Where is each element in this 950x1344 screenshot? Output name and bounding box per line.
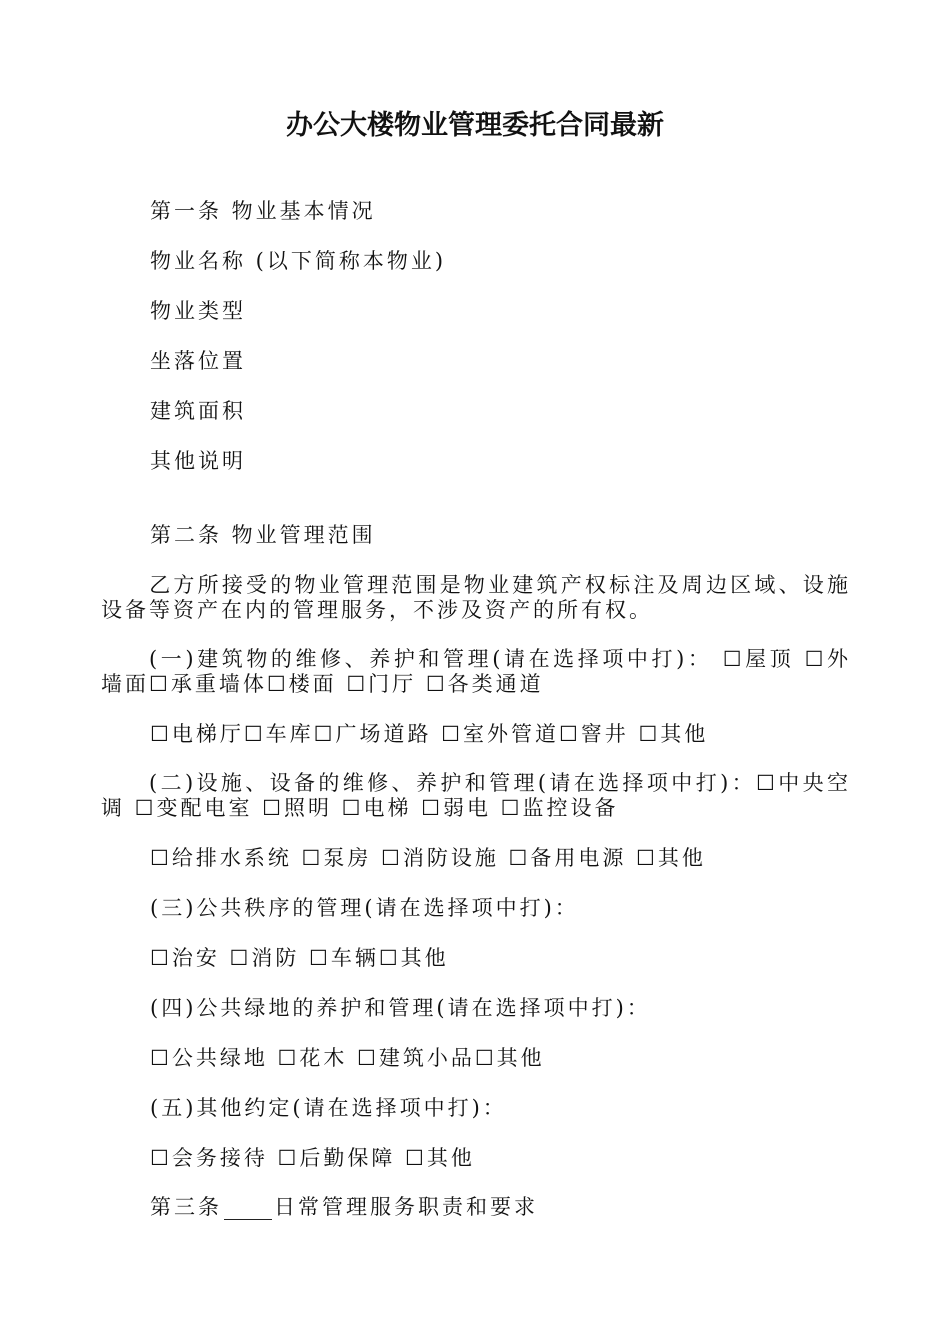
article1-item-type: 物业类型 (150, 299, 246, 323)
section1-text: (一)建筑物的维修、养护和管理(请在选择项中打)： ☐屋顶 ☐外墙面☐承重墙体☐楼面 ☐门厅 ☐各类通道 (101, 647, 851, 696)
section2-paragraph (101, 771, 851, 821)
section5-options: ☐会务接待 ☐后勤保障 ☐其他 (150, 1146, 475, 1170)
section5-heading: (五)其他约定(请在选择项中打)： (150, 1096, 507, 1120)
article1-item-other: 其他说明 (150, 449, 246, 473)
section3-options: ☐治安 ☐消防 ☐车辆☐其他 (150, 946, 449, 970)
section1-paragraph (101, 647, 851, 697)
article1-item-location: 坐落位置 (150, 349, 246, 373)
article1-item-area: 建筑面积 (150, 399, 246, 423)
section2-text: (二)设施、设备的维修、养护和管理(请在选择项中打)：☐中央空调 ☐变配电室 ☐照明 ☐电梯 ☐弱电 ☐监控设备 (101, 771, 851, 820)
article3-prefix: 第三条 (150, 1195, 222, 1219)
article3-blank-underline (224, 1199, 272, 1220)
section1-options-line2: ☐电梯厅☐车库☐广场道路 ☐室外管道☐窨井 ☐其他 (150, 722, 709, 746)
section3-heading: (三)公共秩序的管理(请在选择项中打)： (150, 896, 579, 920)
article1-heading: 第一条 物业基本情况 (150, 199, 376, 223)
article2-intro-text: 乙方所接受的物业管理范围是物业建筑产权标注及周边区域、设施设备等资产在内的管理服务，不涉及资产的所有权。 (101, 573, 851, 622)
section4-options: ☐公共绿地 ☐花木 ☐建筑小品☐其他 (150, 1046, 545, 1070)
article3-suffix: 日常管理服务职责和要求 (274, 1195, 538, 1219)
section2-options-line2: ☐给排水系统 ☐泵房 ☐消防设施 ☐备用电源 ☐其他 (150, 846, 706, 870)
section4-heading: (四)公共绿地的养护和管理(请在选择项中打)： (150, 996, 651, 1020)
article1-item-name: 物业名称 (以下简称本物业) (150, 249, 447, 273)
article2-intro-paragraph (101, 573, 851, 623)
document-title: 办公大楼物业管理委托合同最新 (286, 110, 664, 141)
article3-heading (150, 1194, 538, 1220)
article2-heading: 第二条 物业管理范围 (150, 523, 376, 547)
